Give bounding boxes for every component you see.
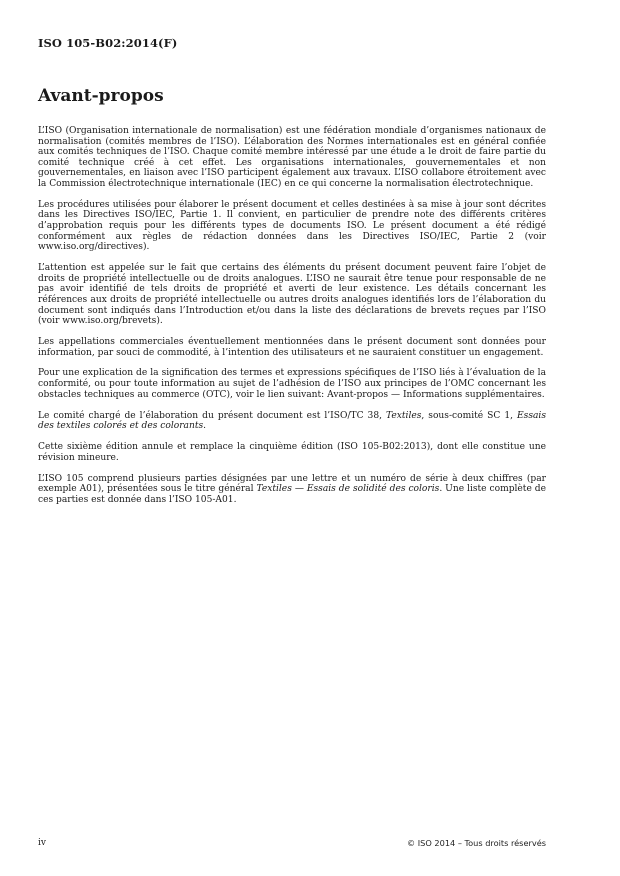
page-number: iv [38,838,46,848]
text-run: Cette sixième édition annule et remplace la cinquième édition (ISO 105-B02:2013), dont elle constitue une révision mineure. [38,442,546,463]
paragraph-4 [38,337,546,358]
paragraph-5 [38,368,546,400]
text-run: . [203,421,207,432]
document-id: ISO 105-B02:2014(F) [38,36,178,50]
paragraph-1 [38,126,546,190]
text-run: Le comité chargé de l’élaboration du présent document est l’ISO/TC 38, [38,410,387,421]
italic-text: Textiles [386,410,422,421]
paragraph-7 [38,442,546,463]
paragraph-2 [38,200,546,253]
text-run: Les appellations commerciales éventuellement mentionnées dans le présent document sont données pour information, par souci de commodité, à l’intention des utilisateurs et ne sauraient constituer un engagement. [38,336,546,358]
paragraph-3 [38,263,546,327]
section-title: Avant-propos [38,86,164,106]
text-run: L’attention est appelée sur le fait que certains des éléments du présent document peuvent faire l’objet de droits de propriété intellectuelle ou de droits analogues. L’ISO ne saurait être tenue pour responsable de ne pas avoir identifié de tels droits de propriété et averti de leur existence. Les détails concernant les références aux droits de propriété intellectuelle ou autres droits analogues identifiés lors de l’élaboration du document sont indiqués dans l’Introduction et/ou dans la liste des déclarations de brevets reçues par l’ISO (voir www.iso.org/brevets). [38,263,546,327]
text-run: L’ISO 105 comprend plusieurs parties désignées par une lettre et un numéro de série à deux chiffres (par exemple A01), présentées sous le titre général [38,473,546,495]
text-run: Les procédures utilisées pour élaborer le présent document et celles destinées à sa mise à jour sont décrites dans les Directives ISO/IEC, Partie 1. Il convient, en particulier de prendre note des différents critères d’approbation requis pour les différents types de documents ISO. Le présent document a été rédigé conformément aux règles de rédaction données dans les Directives ISO/IEC, Partie 2 (voir www.iso.org/directives). [38,199,546,253]
copyright-notice: © ISO 2014 – Tous droits réservés [406,838,546,848]
text-run: L’ISO (Organisation internationale de normalisation) est une fédération mondiale d’organismes nationaux de normalisation (comités membres de l’ISO). L’élaboration des Normes internationales est en général confiée aux comités techniques de l’ISO. Chaque comité membre intéressé par une étude a le droit de faire partie du comité technique créé à cet effet. Les organisations internationales, gouvernementales et non gouvernementales, en liaison avec l’ISO participent également aux travaux. L’ISO collabore étroitement avec la Commission électrotechnique internationale (IEC) en ce qui concerne la normalisation électrotechnique. [38,126,546,189]
text-run: . Une liste complète de ces parties est donnée dans l’ISO 105-A01. [38,484,547,505]
text-run: , sous-comité SC 1, [421,410,518,421]
italic-text: Textiles — Essais de solidité des coloris [256,484,440,495]
paragraph-6 [38,411,546,432]
paragraph-8 [38,474,546,506]
italic-text: Essais des textiles colorés et des colorants [38,410,546,432]
text-run: Pour une explication de la signification des termes et expressions spécifiques de l’ISO liés à l’évaluation de la conformité, ou pour toute information au sujet de l’adhésion de l’ISO aux principes de l’OMC concernant les obstacles techniques au commerce (OTC), voir le lien suivant: Avant-propos — Informations supplémentaires. [38,368,546,400]
section-body [38,126,546,516]
